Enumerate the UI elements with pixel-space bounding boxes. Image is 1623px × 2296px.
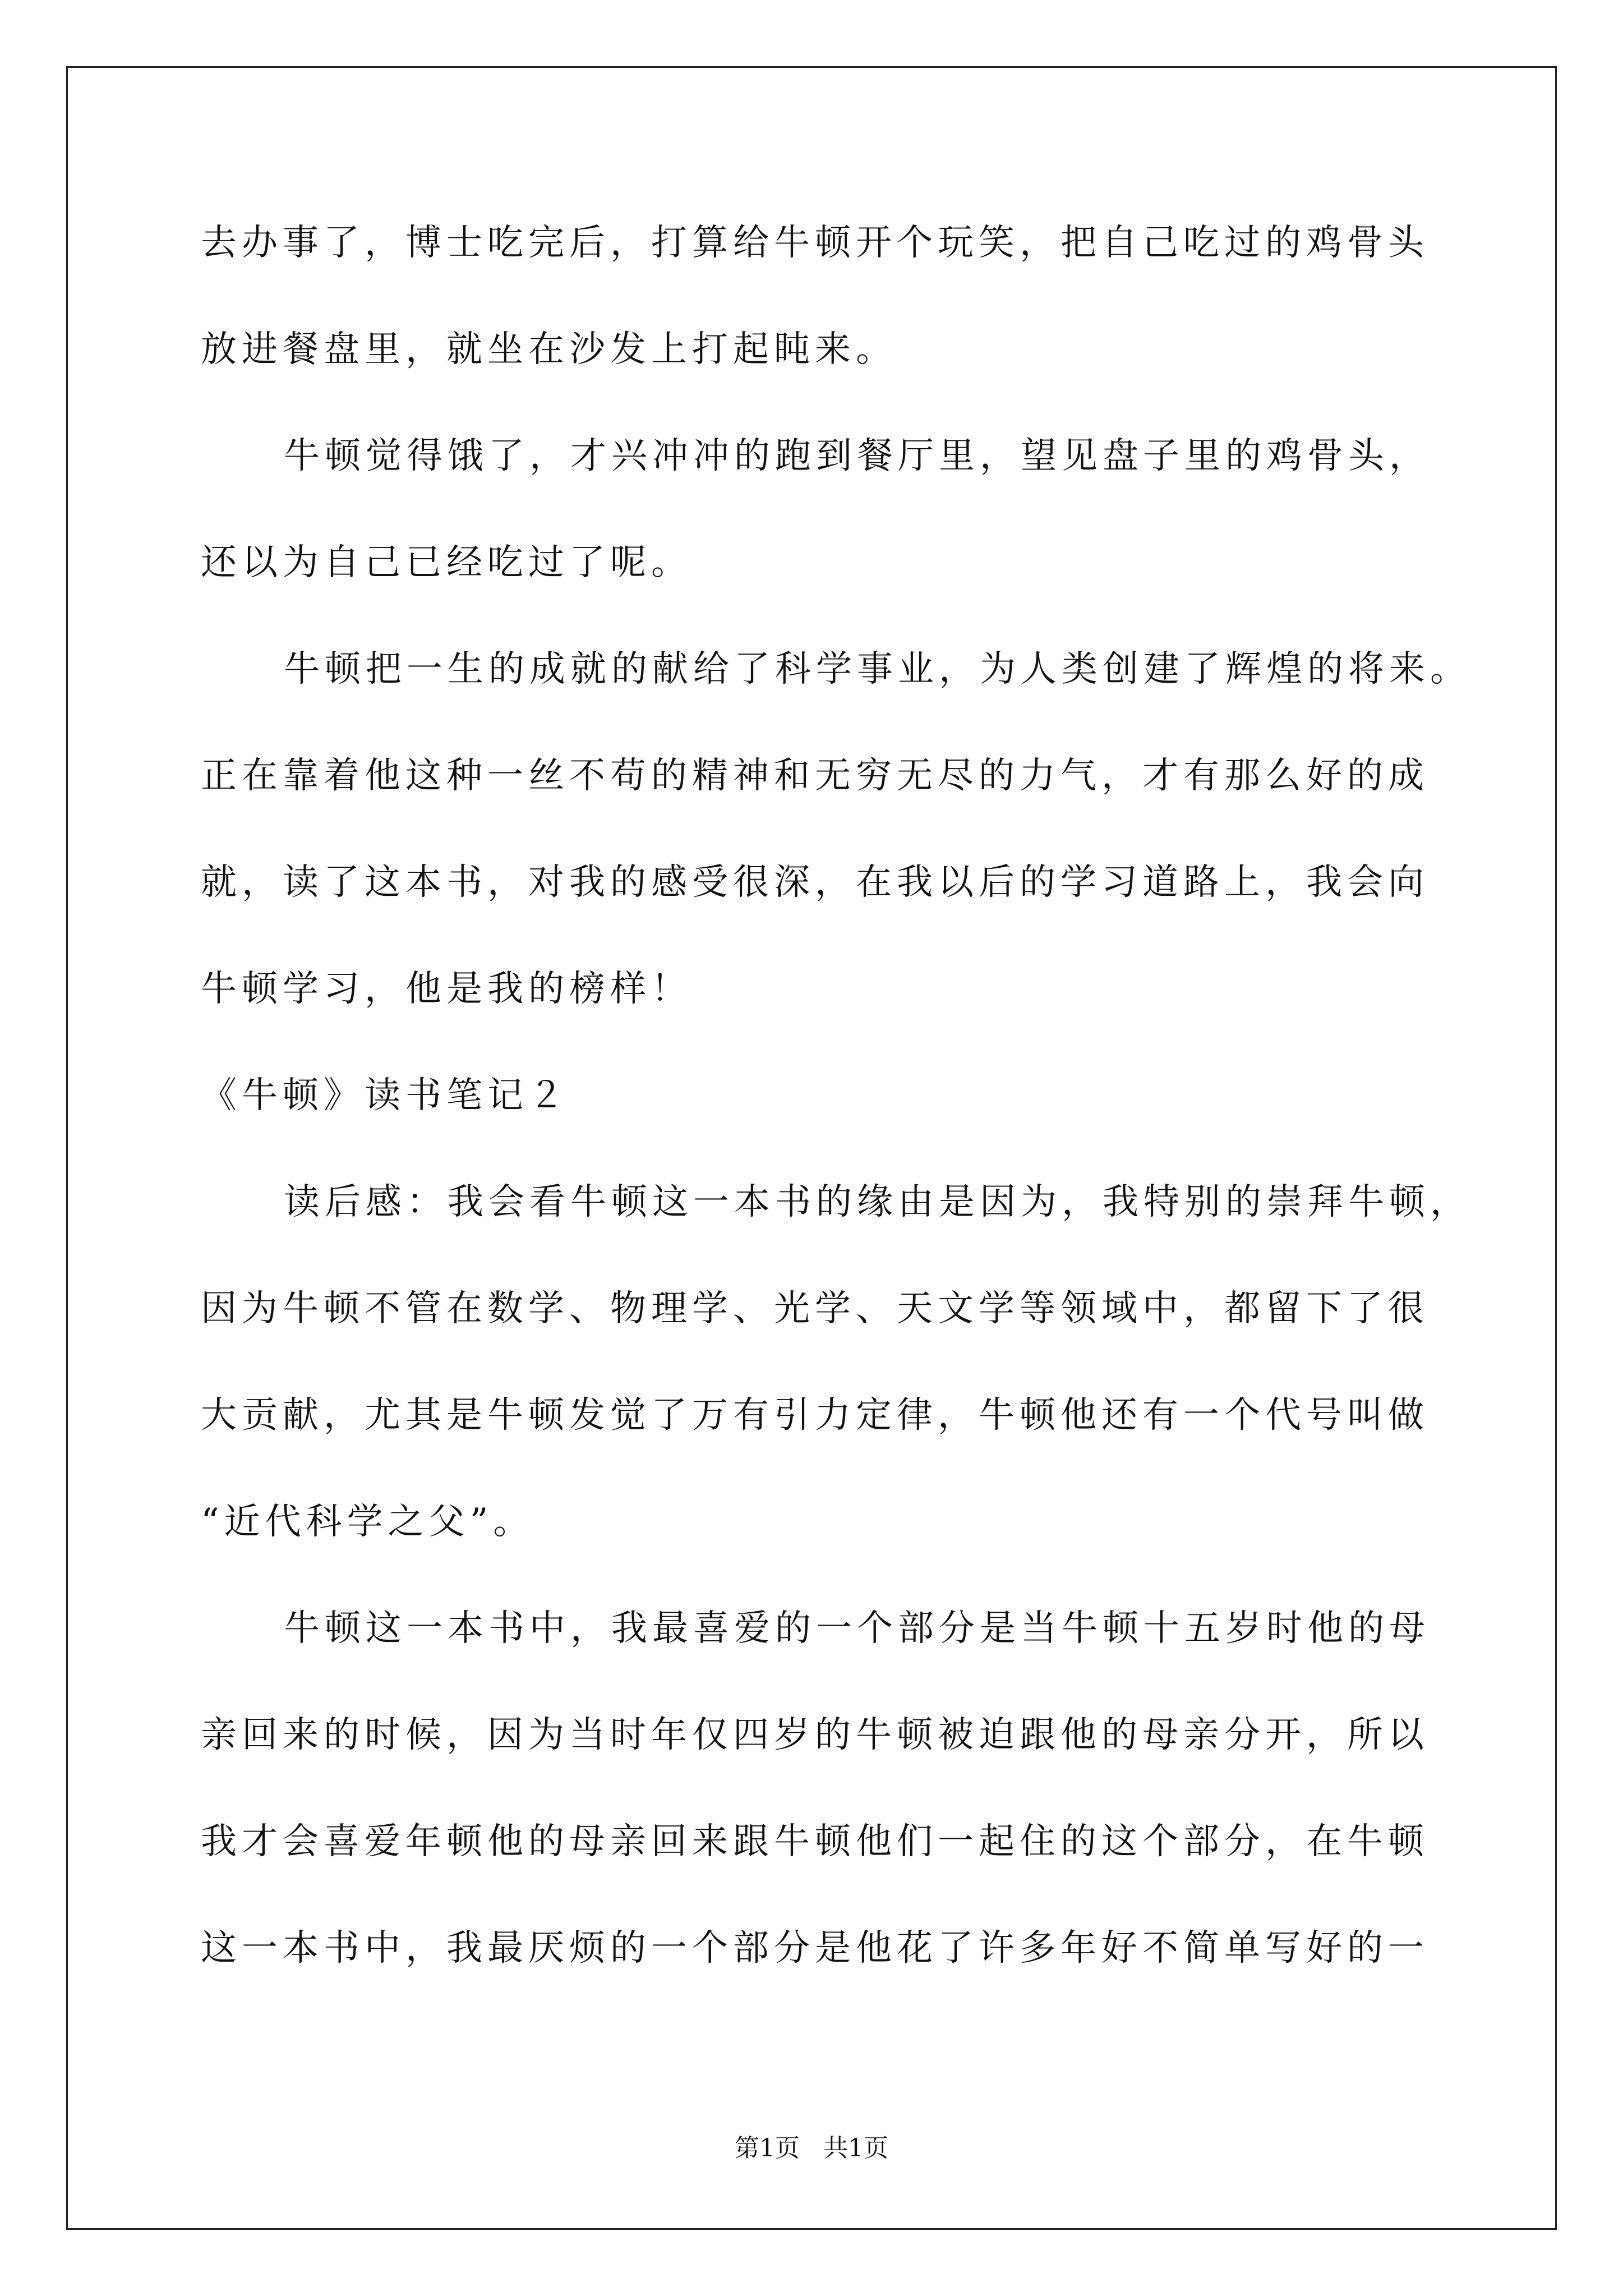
paragraph-line: 亲回来的时候，因为当时年仅四岁的牛顿被迫跟他的母亲分开，所以 (201, 1714, 1429, 1756)
paragraph-line: 牛顿学习，他是我的榜样！ (201, 968, 692, 1010)
paragraph-line: 放进餐盘里，就坐在沙发上打起盹来。 (201, 329, 897, 370)
page-number: 第1页 共1页 (735, 2134, 888, 2162)
paragraph-line: 大贡献，尤其是牛顿发觉了万有引力定律，牛顿他还有一个代号叫做 (201, 1395, 1429, 1436)
paragraph-line: “近代科学之父”。 (201, 1501, 534, 1543)
paragraph-line: 牛顿把一生的成就的献给了科学事业，为人类创建了辉煌的将来。 (284, 648, 1471, 690)
paragraph-line: 因为牛顿不管在数学、物理学、光学、天文学等领域中，都留下了很 (201, 1288, 1429, 1329)
paragraph-line: 去办事了，博士吃完后，打算给牛顿开个玩笑，把自己吃过的鸡骨头 (201, 222, 1429, 264)
paragraph-line: 正在靠着他这种一丝不苟的精神和无穷无尽的力气，才有那么好的成 (201, 755, 1429, 797)
paragraph-line: 这一本书中，我最厌烦的一个部分是他花了许多年好不简单写好的一 (201, 1927, 1429, 1969)
paragraph-line: 就，读了这本书，对我的感受很深，在我以后的学习道路上，我会向 (201, 862, 1429, 903)
paragraph-line: 牛顿这一本书中，我最喜爱的一个部分是当牛顿十五岁时他的母 (284, 1608, 1430, 1649)
section-heading: 《牛顿》读书笔记２ (201, 1075, 569, 1116)
paragraph-line: 牛顿觉得饿了，才兴冲冲的跑到餐厅里，望见盘子里的鸡骨头， (284, 435, 1430, 477)
page-border (66, 66, 1557, 2230)
paragraph-line: 读后感：我会看牛顿这一本书的缘由是因为，我特别的崇拜牛顿， (284, 1181, 1471, 1223)
paragraph-line: 还以为自己已经吃过了呢。 (201, 542, 692, 583)
paragraph-line: 我才会喜爱年顿他的母亲回来跟牛顿他们一起住的这个部分，在牛顿 (201, 1821, 1429, 1862)
